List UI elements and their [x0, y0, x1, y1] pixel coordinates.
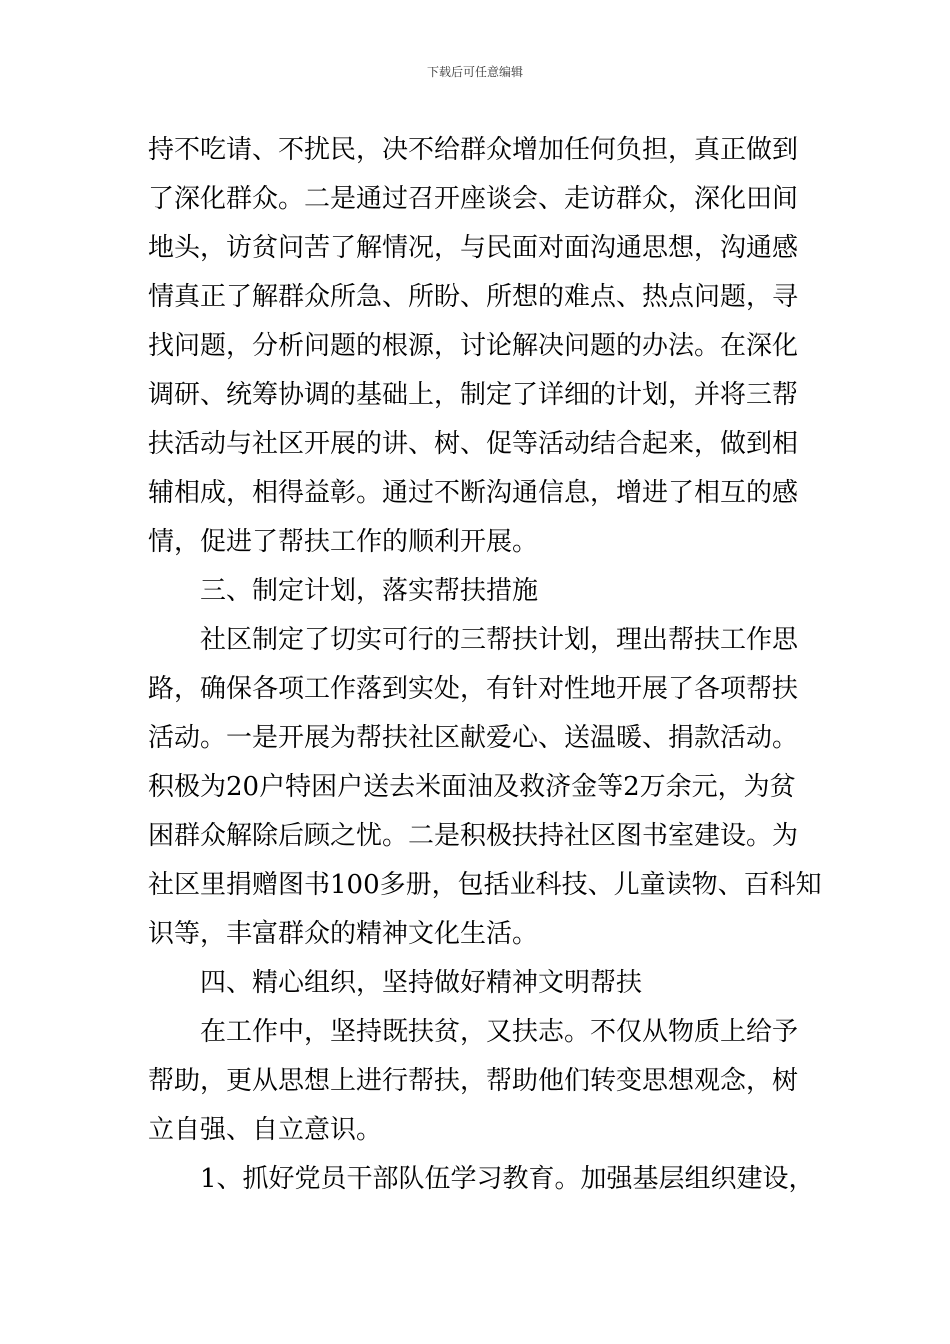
section-heading: 四、精心组织，坚持做好精神文明帮扶: [148, 968, 643, 998]
text-line: 社区里捐赠图书100多册，包括业科技、儿童读物、百科知: [148, 870, 822, 900]
text-line: 1、抓好党员干部队伍学习教育。加强基层组织建设，: [148, 1164, 815, 1194]
text-line: 困群众解除后顾之忧。二是积极扶持社区图书室建设。为: [148, 821, 799, 851]
text-line: 调研、统筹协调的基础上，制定了详细的计划，并将三帮: [148, 380, 799, 410]
text-line: 找问题，分析问题的根源，讨论解决问题的办法。在深化: [148, 331, 799, 361]
text-line: 辅相成，相得益彰。通过不断沟通信息，增进了相互的感: [148, 478, 799, 508]
text-line: 积极为20户特困户送去米面油及救济金等2万余元，为贫: [148, 772, 796, 802]
page-header: 下载后可任意编辑: [426, 65, 523, 79]
text-line: 社区制定了切实可行的三帮扶计划，理出帮扶工作思: [148, 625, 799, 655]
text-line: 路，确保各项工作落到实处，有针对性地开展了各项帮扶: [148, 674, 799, 704]
text-line: 了深化群众。二是通过召开座谈会、走访群众，深化田间: [148, 184, 799, 214]
text-line: 持不吃请、不扰民，决不给群众增加任何负担，真正做到: [148, 135, 799, 165]
text-line: 扶活动与社区开展的讲、树、促等活动结合起来，做到相: [148, 429, 799, 459]
text-line: 在工作中，坚持既扶贫，又扶志。不仅从物质上给予: [148, 1017, 799, 1047]
text-line: 识等，丰富群众的精神文化生活。: [148, 919, 539, 949]
text-line: 情真正了解群众所急、所盼、所想的难点、热点问题，寻: [148, 282, 799, 312]
text-line: 活动。一是开展为帮扶社区献爱心、送温暖、捐款活动。: [148, 723, 799, 753]
section-heading: 三、制定计划，落实帮扶措施: [148, 576, 539, 606]
document-body: [148, 126, 822, 1204]
text-line: 帮助，更从思想上进行帮扶，帮助他们转变思想观念，树: [148, 1066, 799, 1096]
text-line: 情，促进了帮扶工作的顺利开展。: [148, 527, 539, 557]
text-line: 立自强、自立意识。: [148, 1115, 383, 1145]
text-line: 地头，访贫问苦了解情况，与民面对面沟通思想，沟通感: [148, 233, 799, 263]
